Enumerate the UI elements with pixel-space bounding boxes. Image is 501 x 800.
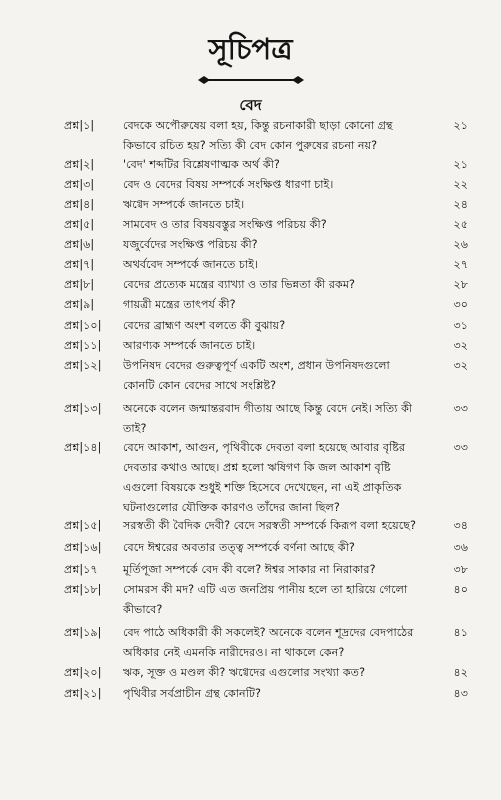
question-number: প্রশ্ন|২০| — [64, 666, 102, 679]
question-number: প্রশ্ন|৩| — [64, 178, 95, 191]
page-number: ২১ — [453, 119, 468, 132]
question-number: প্রশ্ন|১০| — [64, 319, 102, 332]
page-number: ২৮ — [453, 278, 468, 291]
page-number: ২১ — [453, 158, 468, 171]
question-text: ঋগ্বেদ সম্পর্কে জানতে চাই। — [123, 198, 245, 211]
question-text: বেদে আকাশ, আগুন, পৃথিবীকে দেবতা বলা হয়েছে আবার বৃষ্টির দেবতার কথাও আছে। প্রশ্ন হলো ঋষিগণ কি জল আকাশ বৃষ্টি এগুলো বিষয়কে শুধুই শক্তি হিসেবে দেখেছেন, না এই প্রাকৃতিক ঘটনাগুলোর যৌক্তিক কারণও তাঁদের জানা ছিল? — [123, 441, 406, 514]
question-text: বেদ পাঠে অধিকারী কী সকলেই? অনেকে বলেন শূদ্রদের বেদপাঠের অধিকার নেই এমনকি নারীদেরও। না থাকলে কেন? — [123, 626, 414, 659]
question-number: প্রশ্ন|১৯| — [64, 626, 102, 639]
question-text: বেদ ও বেদের বিষয় সম্পর্কে সংক্ষিপ্ত ধারণা চাই। — [123, 178, 334, 191]
page-number: ২৪ — [453, 198, 468, 211]
question-text: বেদকে অপৌরুষেয় বলা হয়, কিন্তু রচনাকারী ছাড়া কোনো গ্রন্থ কিভাবে রচিত হয়? সত্যি কী বেদ কোন পুরুষের রচনা নয়? — [123, 119, 393, 152]
question-number: প্রশ্ন|১৭ — [64, 563, 98, 576]
question-text: গায়ত্রী মন্ত্রের তাৎপর্য কী? — [123, 298, 236, 311]
section-heading: বেদ — [239, 96, 262, 114]
page-number: ৩২ — [453, 339, 468, 352]
question-number: প্রশ্ন|১১| — [64, 339, 102, 352]
question-number: প্রশ্ন|৮| — [64, 278, 95, 291]
page-number: ৩৪ — [453, 519, 468, 532]
question-number: প্রশ্ন|৫| — [64, 218, 95, 231]
page-number: ৩৬ — [453, 541, 468, 554]
question-number: প্রশ্ন|১৫| — [64, 519, 102, 532]
page-number: ৩৮ — [453, 563, 468, 576]
page-number: ২৫ — [453, 218, 468, 231]
question-number: প্রশ্ন|১৪| — [64, 441, 102, 454]
page-number: ৩২ — [453, 359, 468, 372]
question-text: সামবেদ ও তার বিষয়বস্তুর সংক্ষিপ্ত পরিচয় কী? — [123, 218, 327, 231]
question-number: প্রশ্ন|১| — [64, 119, 95, 132]
question-text: আরণ্যক সম্পর্কে জানতে চাই। — [123, 339, 256, 352]
title-ornament-divider — [196, 72, 306, 88]
question-number: প্রশ্ন|২| — [64, 158, 95, 171]
question-text: ঋক, সূক্ত ও মণ্ডল কী? ঋগ্বেদের এগুলোর সংখ্যা কত? — [123, 666, 366, 679]
page-number: ৩১ — [453, 319, 468, 332]
page-number: ৪০ — [453, 583, 468, 596]
question-number: প্রশ্ন|১৬| — [64, 541, 102, 554]
page-number: ৩৩ — [453, 402, 468, 415]
question-number: প্রশ্ন|১২| — [64, 359, 102, 372]
question-text: সরস্বতী কী বৈদিক দেবী? বেদে সরস্বতী সম্পর্কে কিরূপ বলা হয়েছে? — [123, 519, 416, 532]
question-text: বেদের ব্রাহ্মণ অংশ বলতে কী বুঝায়? — [123, 319, 286, 332]
page-number: ৩০ — [453, 298, 468, 311]
page-number: ২৬ — [453, 238, 468, 251]
question-text: উপনিষদ বেদের গুরুত্বপূর্ণ একটি অংশ, প্রধান উপনিষদগুলো কোনটি কোন বেদের সাথে সংশ্লিষ্ট? — [123, 359, 390, 392]
page-number: ৩৩ — [453, 441, 468, 454]
question-text: মূর্তিপূজা সম্পর্কে বেদ কী বলে? ঈশ্বর সাকার না নিরাকার? — [123, 563, 376, 576]
page-number: ৪১ — [453, 626, 468, 639]
page-title: সূচিপত্র — [208, 32, 293, 66]
question-number: প্রশ্ন|১৩| — [64, 402, 102, 415]
question-text: অনেকে বলেন জন্মান্তরবাদ গীতায় আছে কিন্তু বেদে নেই। সত্যি কী তাই? — [123, 402, 413, 435]
page-number: ২৭ — [453, 258, 468, 271]
question-text: পৃথিবীর সর্বপ্রাচীন গ্রন্থ কোনটি? — [123, 687, 261, 700]
question-number: প্রশ্ন|১৮| — [64, 583, 102, 596]
question-number: প্রশ্ন|৯| — [64, 298, 95, 311]
page-number: ৪৩ — [453, 687, 468, 700]
question-number: প্রশ্ন|২১| — [64, 687, 102, 700]
question-text: অথর্ববেদ সম্পর্কে জানতে চাই। — [123, 258, 259, 271]
question-text: 'বেদ' শব্দটির বিশ্লেষণাত্মক অর্থ কী? — [123, 158, 280, 171]
question-number: প্রশ্ন|৪| — [64, 198, 95, 211]
page-number: ৪২ — [453, 666, 468, 679]
question-text: বেদের প্রত্যেক মন্ত্রের ব্যাখ্যা ও তার ভিন্নতা কী রকম? — [123, 278, 355, 291]
question-text: বেদে ঈশ্বরের অবতার তত্ত্ব সম্পর্কে বর্ণনা আছে কী? — [123, 541, 355, 554]
question-number: প্রশ্ন|৬| — [64, 238, 95, 251]
question-text: যজুর্বেদের সংক্ষিপ্ত পরিচয় কী? — [123, 238, 258, 251]
page-number: ২২ — [453, 178, 468, 191]
question-number: প্রশ্ন|৭| — [64, 258, 95, 271]
question-text: সোমরস কী মদ? এটি এত জনপ্রিয় পানীয় হলে তা হারিয়ে গেলো কীভাবে? — [123, 583, 408, 616]
